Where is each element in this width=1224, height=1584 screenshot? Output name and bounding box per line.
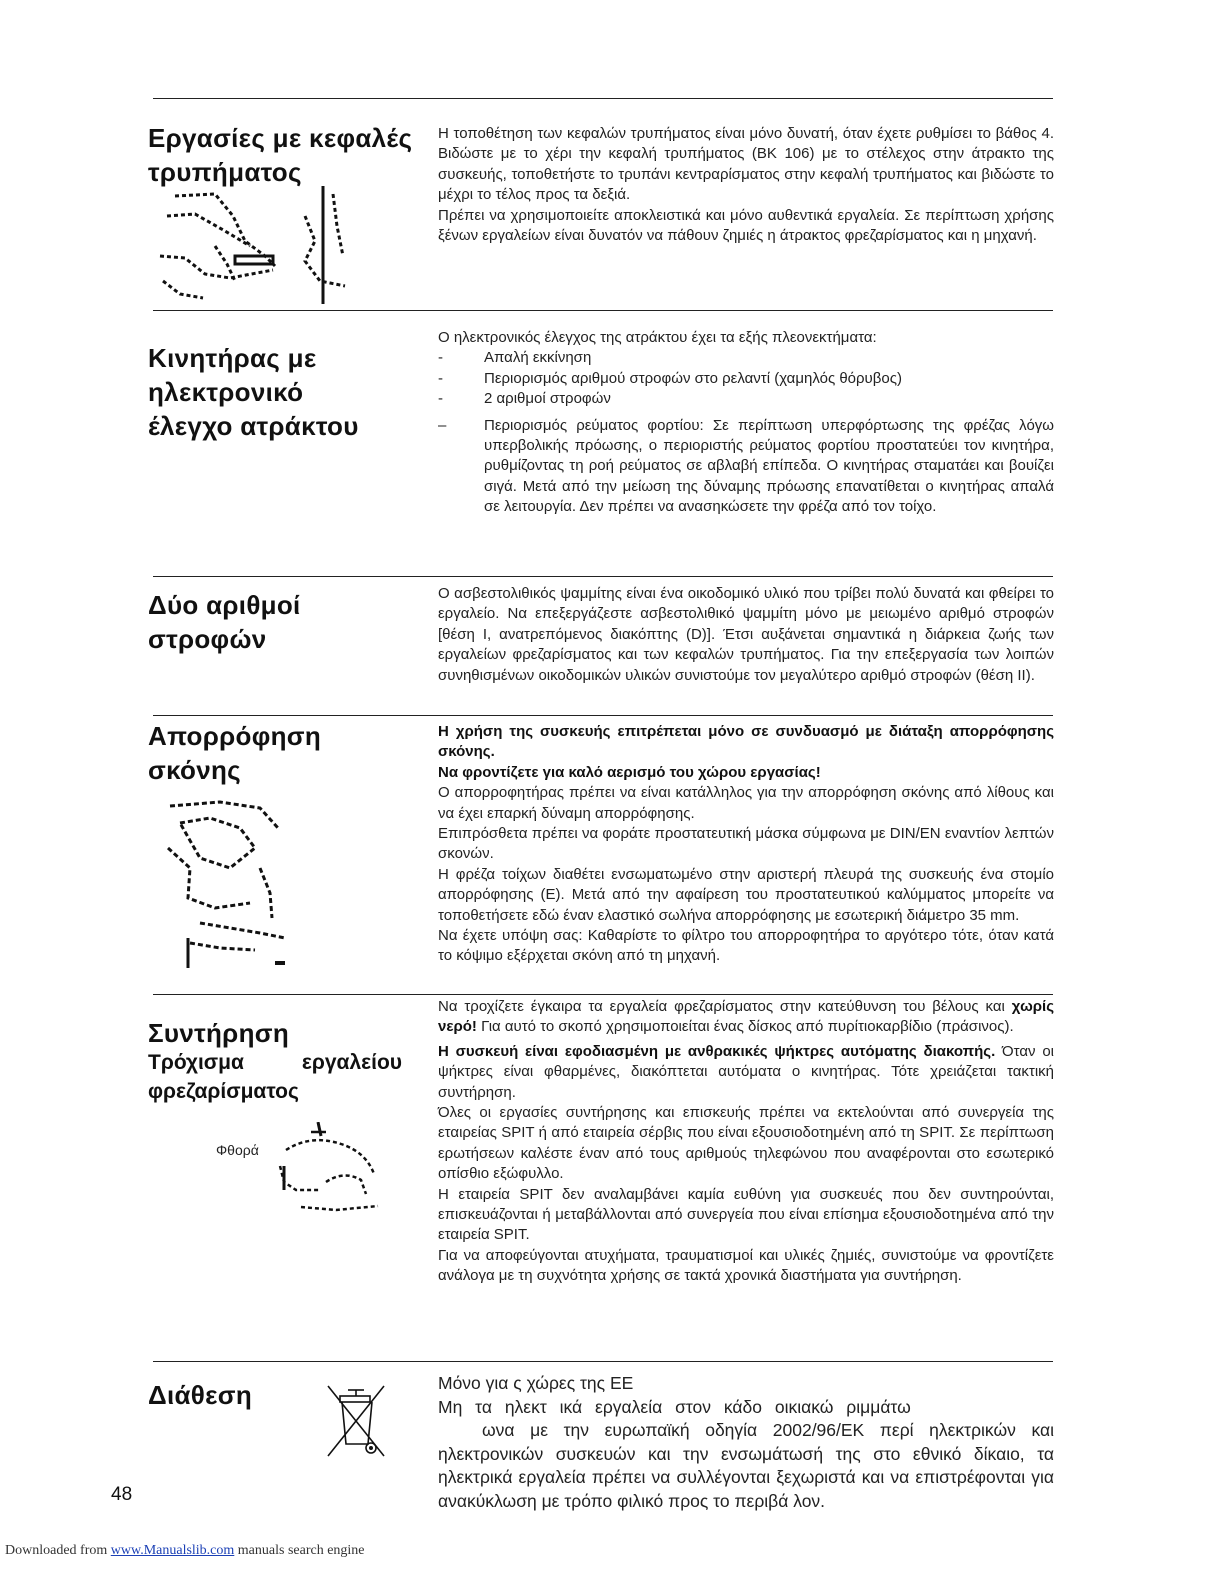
tool-wear-illustration-icon	[266, 1122, 384, 1216]
download-footer: Downloaded from www.Manualslib.com manuals search engine	[5, 1543, 365, 1558]
page-number: 48	[111, 1484, 133, 1505]
motor-text: Ο ηλεκτρονικός έλεγχος της ατράκτου έχει τα εξής πλεονεκτήματα: - Απαλή εκκίνηση - Περιορισμός αριθμού στροφών στο ρελαντί (χαμηλός θόρυβος) - 2 αριθμοί στροφών – Περιορισμός ρεύματος φορτίου: Σε περίπτωση υπερφόρτωσης της φρέζας λόγω υπερβολικής πρόωσης, ο περιοριστής ρεύματος φορτίου προστατεύει τον κινητήρα, ρυθμίζοντας τη ροή ρεύματος σε αβλαβή επίπεδα. Ο κινητήρας σταματάει και βουίζει σιγά. Μετά από την μείωση της δύναμης πρόωσης επανατίθεται ο κινητήρας απαλά σε λειτουργία. Δεν πρέπει να ανασηκώσετε την φρέζα από τον τοίχο.	[438, 328, 1054, 518]
section-title-dust: Απορρόφηση σκόνης	[148, 721, 322, 785]
drilling-text: Η τοποθέτηση των κεφαλών τρυπήματος είναι μόνο δυνατή, όταν έχετε ρυθμίσει το βάθος 4. Βιδώστε με το χέρι την κεφαλή τρυπήματος (BK 106) με το στέλεχος στην άτρακτο της συσκευής, τοποθετήστε το τρυπάνι κεντραρίσματος στην κεφαλή τρυπήματος και βιδώστε το μέχρι το τέλος προς τα δεξιά. Πρέπει να χρησιμοποιείτε αποκλειστικά και μόνο αυθεντικά εργαλεία. Σε περίπτωση χρήσης ξένων εργαλείων είναι δυνατόν να πάθουν ζημιές η άτρακτος φρεζαρίσματος και η μηχανή.	[438, 125, 1054, 245]
divider	[153, 1361, 1053, 1362]
dust-text: Η χρήση της συσκευής επιτρέπεται μόνο σε συνδυασμό με διάταξη απορρόφησης σκόνης. Να φροντίζετε για καλό αερισμό του χώρου εργασίας! Ο απορροφητήρας πρέπει να είναι κατάλληλος για την απορρόφηση σκόνης από λίθους και να έχει επαρκή δύναμη απορρόφησης. Επιπρόσθετα πρέπει να φοράτε προστατευτική μάσκα σύμφωνα με DIN/EN εναντίον λεπτών σκονών. Η φρέζα τοίχων διαθέτει ενσωματωμένο στην αριστερή πλευρά της συσκευής ένα στομίο απορρόφησης (E). Μετά από την αφαίρεση του προστατευτικού καλύμματος μπορείτε να τοποθετήσετε εδώ έναν ελαστικό σωλήνα απορρόφησης με εσωτερική διάμετρο 35 mm. Να έχετε υπόψη σας: Καθαρίστε το φίλτρο του απορροφητήρα το αργότερο τότε, όταν κατά το κόψιμο εξέρχεται σκόνη από τη μηχανή.	[438, 723, 1054, 965]
divider	[153, 98, 1053, 99]
divider	[153, 576, 1053, 577]
section-title-speeds: Δύο αριθμοί στροφών	[148, 590, 301, 654]
wear-label: Φθορά	[216, 1142, 259, 1158]
divider	[153, 310, 1053, 311]
section-title-disposal: Διάθεση	[148, 1380, 253, 1410]
list-item: - Απαλή εκκίνηση	[438, 349, 592, 367]
disposal-text: Μόνο για ς χώρες της ΕΕ Μη τα ηλεκτ ικά εργαλεία στον κάδο οικιακώ ριμμάτω ωνα με την ευρωπαϊκή οδηγία 2002/96/ΕΚ περί ηλεκτρικών και ηλεκτρονικών συσκευών και την ενσωμάτωσή της στο εθνικό δίκαιο, τα ηλεκτρικά εργαλεία πρέπει να συλλέγονται ξεχωριστά και να επιστρέφονται για ανακύκλωση με τρόπο φιλικό προς το περιβά λον.	[438, 1373, 1054, 1511]
drill-head-illustration-icon	[155, 186, 355, 304]
section-title-maintenance: Συντήρηση	[148, 1018, 290, 1048]
dust-extraction-illustration-icon	[160, 798, 292, 970]
section-title-motor: Κινητήρας με ηλεκτρονικό έλεγχο ατράκτου	[148, 343, 359, 441]
divider	[153, 715, 1053, 716]
list-item: - 2 αριθμοί στροφών	[438, 390, 611, 408]
list-item: – Περιορισμός ρεύματος φορτίου: Σε περίπτωση υπερφόρτωσης της φρέζας λόγω υπερβολικής πρόωσης, ο περιοριστής ρεύματος φορτίου προστατεύει τον κινητήρα, ρυθμίζοντας τη ροή ρεύματος σε αβλαβή επίπεδα. Ο κινητήρας σταματάει και βουίζει σιγά. Μετά από την μείωση της δύναμης πρόωσης επανατίθεται ο κινητήρας απαλά σε λειτουργία. Δεν πρέπει να ανασηκώσετε την φρέζα από τον τοίχο.	[438, 416, 1054, 516]
speeds-text: Ο ασβεστολιθικός ψαμμίτης είναι ένα οικοδομικό υλικό που τρίβει πολύ δυνατά και φθείρει το εργαλείο. Να επεξεργάζεστε ασβεστολιθικό ψαμμίτη μόνο με μειωμένο αριθμό στροφών [θέση I, ανατρεπόμενος διακόπτης (D)]. Έτσι αυξάνεται σημαντικά η διάρκεια ζωής των εργαλείων φρεζαρίσματος και των κεφαλών τρυπήματος. Για την επεξεργασία των λοιπών συνηθισμένων οικοδομικών υλικών συνιστούμε τον μεγαλύτερο αριθμό στροφών (θέση II).	[438, 585, 1054, 684]
maintenance-text: Να τροχίζετε έγκαιρα τα εργαλεία φρεζαρίσματος στην κατεύθυνση του βέλους και χωρίς νερό! Για αυτό το σκοπό χρησιμοποιείται ένας δίσκος από πυρίτιοκαρβίδιο (πράσινος). Η συσκευή είναι εφοδιασμένη με ανθρακικές ψήκτρες αυτόματης διακοπής. Όταν οι ψήκτρες είναι φθαρμένες, διακόπτεται αυτόματα ο κινητήρας. Τότε χρειάζεται τακτική συντήρηση. Όλες οι εργασίες συντήρησης και επισκευής πρέπει να εκτελούνται από συνεργεία της εταιρείας SPIT ή από εταιρεία σέρβις που είναι εξουσιοδοτημένη από τη SPIT. Σε περίπτωση ερωτήσεων καλέστε έναν από τους αριθμούς τηλεφώνου που αναφέρονται στο εσωτερικό οπίσθιο εξώφυλλο. Η εταιρεία SPIT δεν αναλαμβάνει καμία ευθύνη για συσκευές που δεν συντηρούνται, επισκευάζονται ή μεταβάλλονται από συνεργεία που είναι επίσημα εξουσιοδοτημένα από την εταιρεία SPIT. Για να αποφεύγονται ατυχήματα, τραυματισμοί και υλικές ζημιές, συνιστούμε να φροντίζετε ανάλογα με τη συχνότητα χρήσης σε τακτά χρονικά διαστήματα για συντήρηση.	[438, 998, 1054, 1285]
manualslib-link[interactable]: www.Manualslib.com	[110, 1543, 235, 1558]
section-title-drilling: Εργασίες με κεφαλές τρυπήματος	[148, 123, 413, 187]
crossed-out-wheelie-bin-icon	[326, 1382, 388, 1462]
list-item: - Περιορισμός αριθμού στροφών στο ρελαντί (χαμηλός θόρυβος)	[438, 369, 902, 387]
section-subtitle-sharpening: Τρόχισμα εργαλείου φρεζαρίσματος	[148, 1051, 402, 1103]
divider	[153, 994, 1053, 995]
